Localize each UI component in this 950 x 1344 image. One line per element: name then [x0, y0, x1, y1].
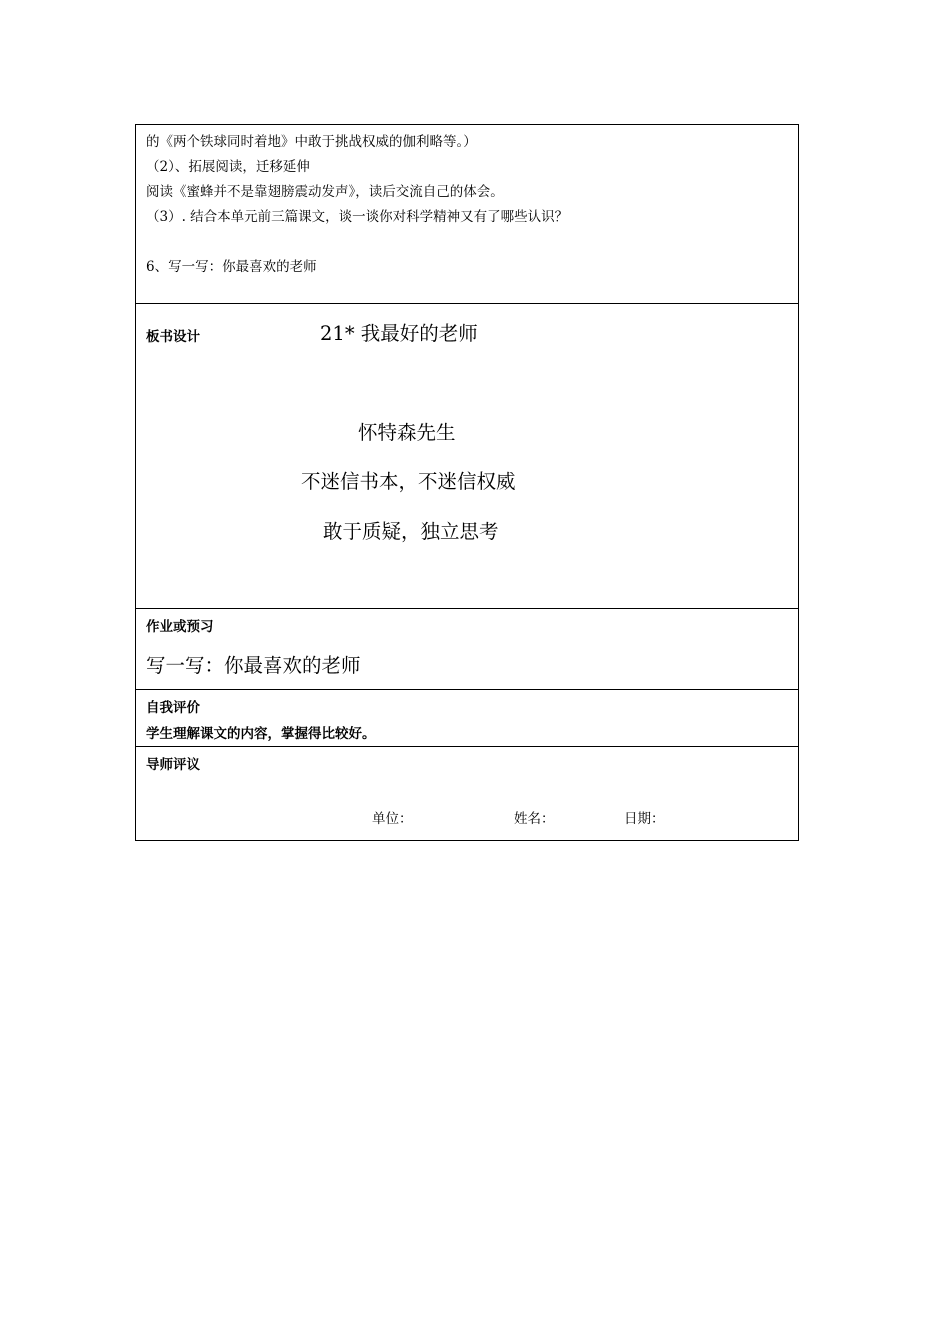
board-design-label: 板书设计	[146, 329, 200, 345]
activity-line-1: 的《两个铁球同时着地》中敢于挑战权威的伽利略等。）	[146, 134, 477, 150]
board-line-3: 敢于质疑，独立思考	[323, 520, 499, 543]
activity-section	[136, 125, 798, 304]
activity-line-3: 阅读《蜜蜂并不是靠翅膀震动发声》，读后交流自己的体会。	[146, 184, 504, 200]
name-label: 姓名：	[514, 811, 555, 827]
activity-line-4: （3）. 结合本单元前三篇课文，谈一谈你对科学精神又有了哪些认识？	[146, 209, 569, 225]
activity-line-2: （2）、拓展阅读，迁移延伸	[146, 159, 310, 175]
board-title: 21* 我最好的老师	[320, 322, 478, 345]
board-line-2: 不迷信书本，不迷信权威	[301, 470, 516, 493]
homework-section	[136, 609, 798, 690]
board-line-1: 怀特森先生	[358, 421, 456, 444]
date-label: 日期：	[624, 811, 665, 827]
self-evaluation-label: 自我评价	[146, 700, 200, 716]
activity-line-5: 6、写一写：你最喜欢的老师	[146, 259, 317, 275]
board-design-section	[136, 304, 798, 609]
lesson-plan-table	[135, 124, 799, 841]
unit-label: 单位：	[372, 811, 413, 827]
self-evaluation-section	[136, 690, 798, 747]
mentor-review-section	[136, 747, 798, 840]
homework-label: 作业或预习	[146, 619, 214, 635]
mentor-review-label: 导师评议	[146, 757, 200, 773]
self-evaluation-content: 学生理解课文的内容，掌握得比较好。	[146, 726, 376, 742]
homework-content: 写一写：你最喜欢的老师	[146, 654, 361, 677]
